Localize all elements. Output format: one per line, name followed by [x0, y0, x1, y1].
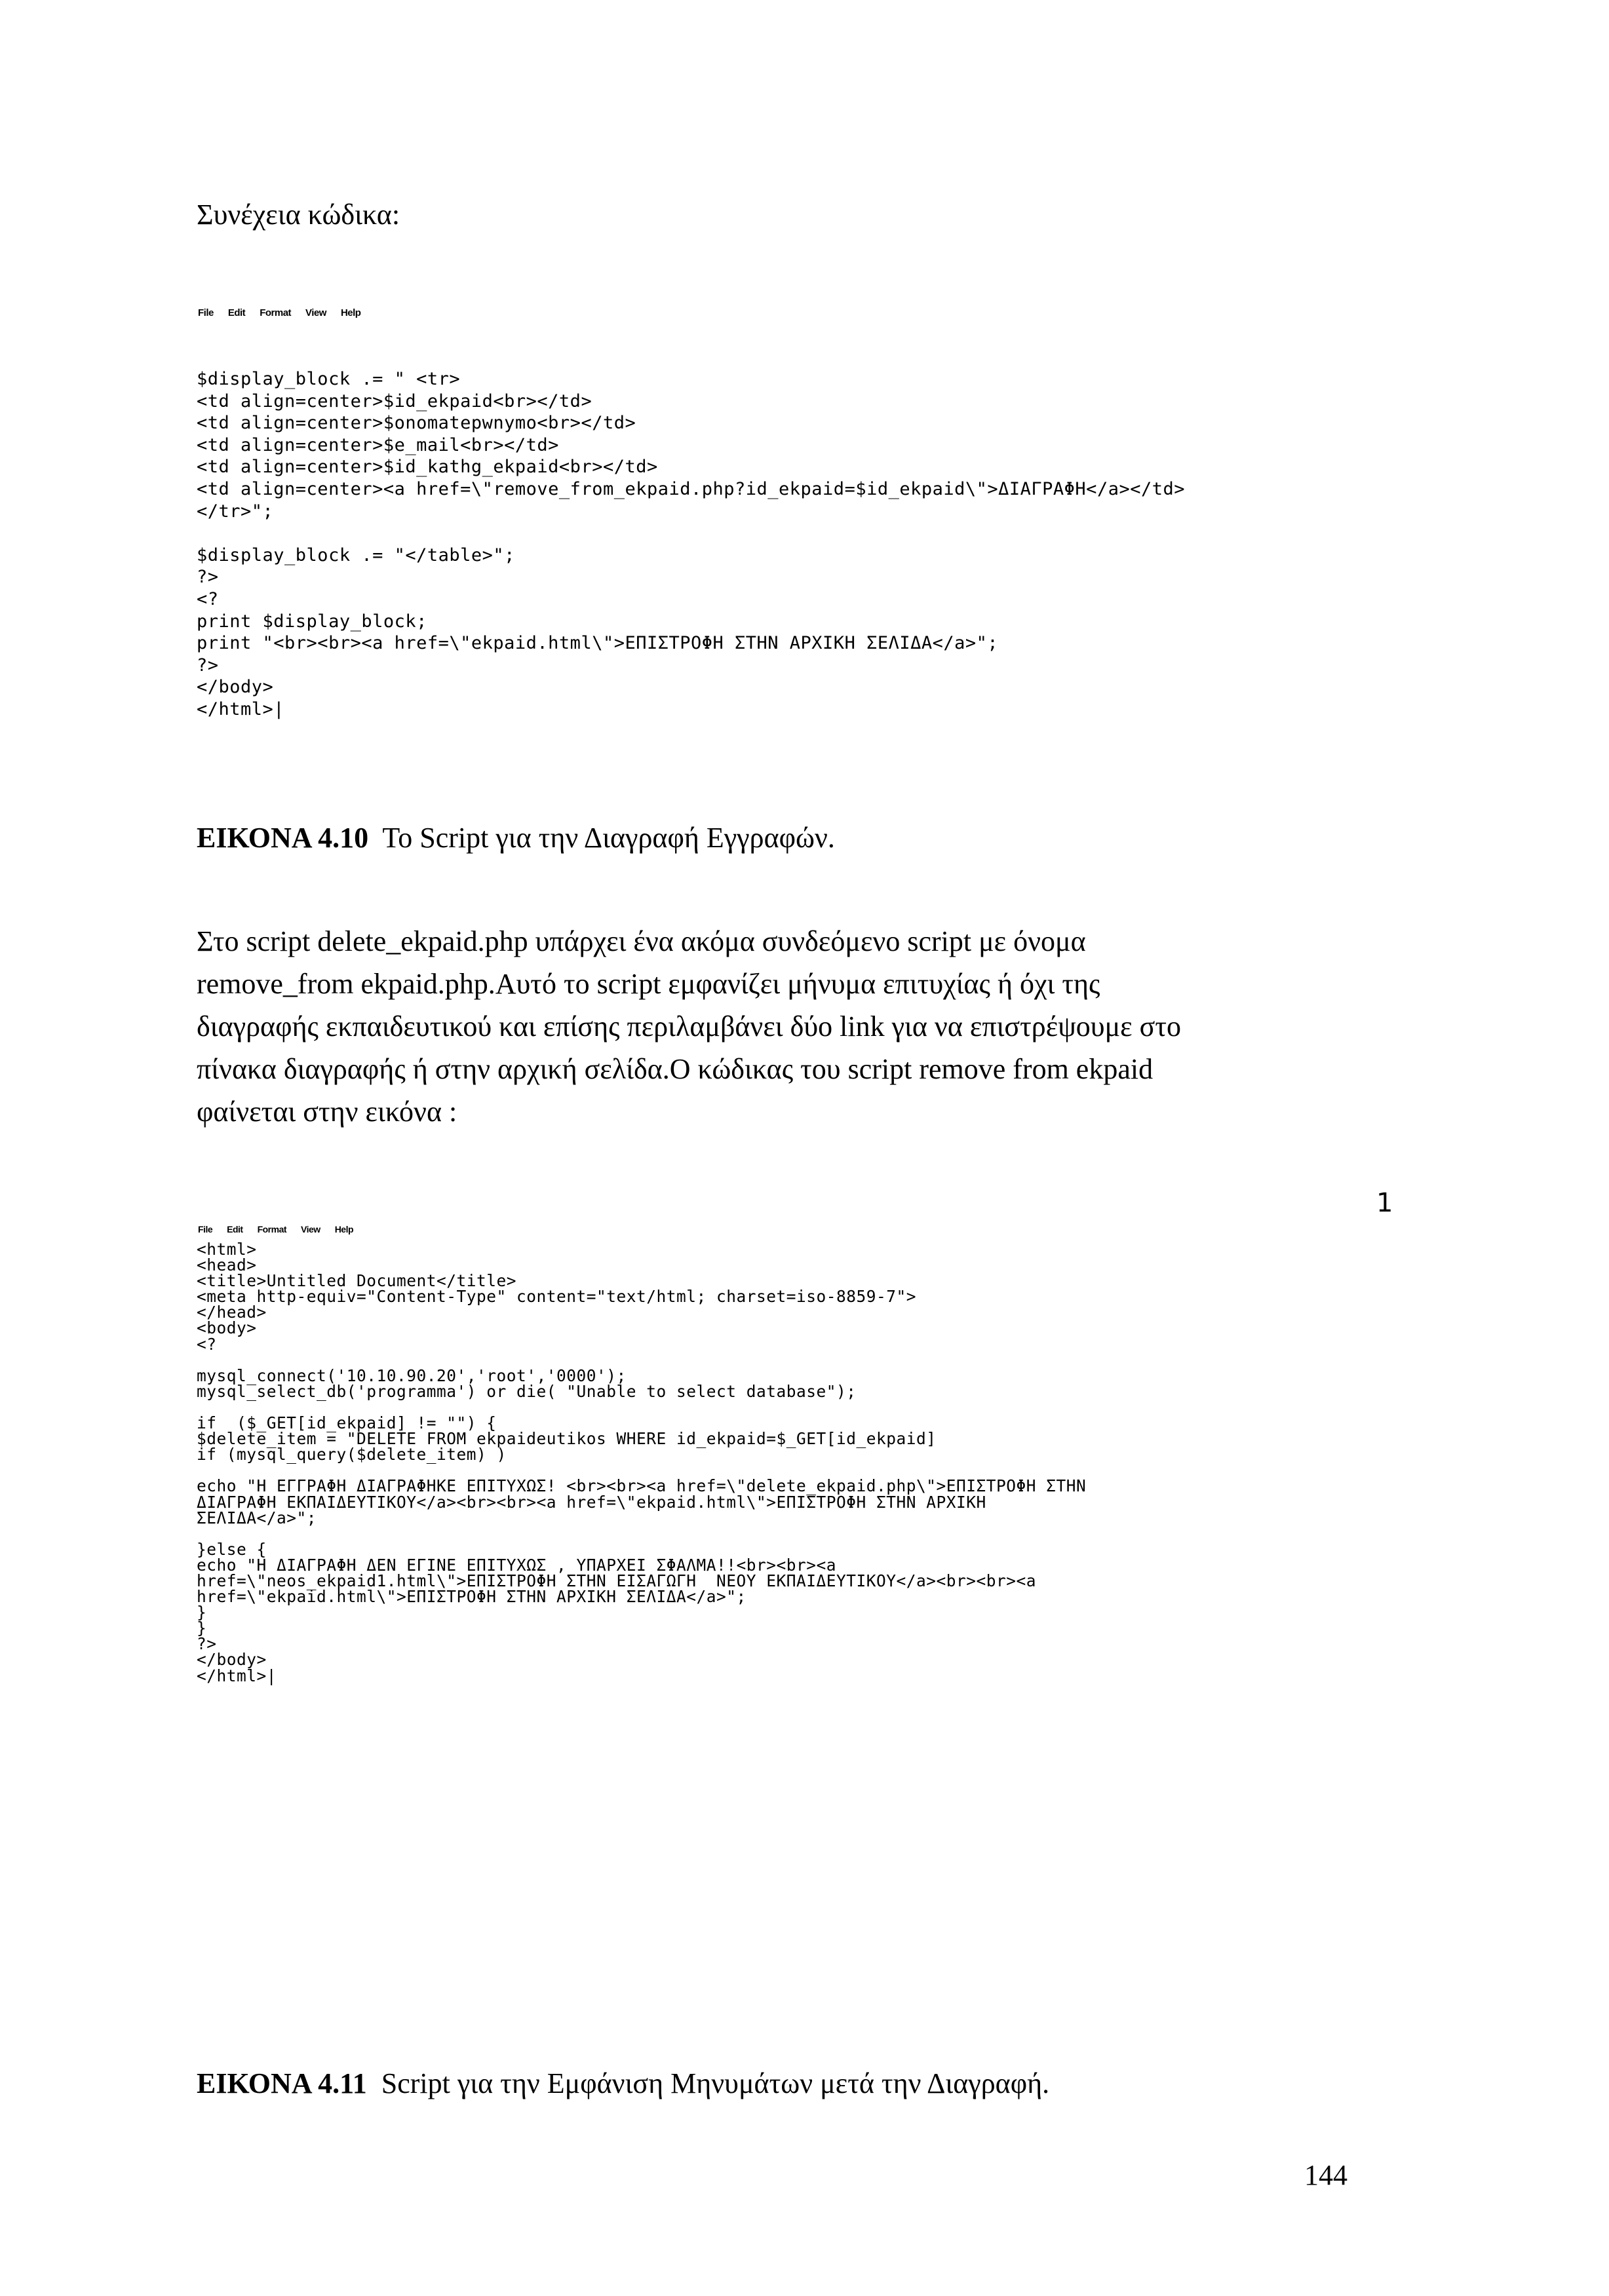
figure-1-caption [197, 824, 835, 852]
paragraph-line: πίνακα διαγραφής ή στην αρχική σελίδα.Ο κώδικας του script remove from ekpaid [197, 1053, 1153, 1085]
menu-edit: Edit [227, 1224, 243, 1234]
figure-1-caption-label: ΕΙΚΟΝΑ 4.10 [197, 822, 369, 854]
menu-format: Format [260, 307, 292, 318]
figure-1-caption-text: Το Script για την Διαγραφή Εγγραφών. [382, 822, 835, 854]
paragraph-line: διαγραφής εκπαιδευτικού και επίσης περιλαμβάνει δύο link για να επιστρέψουμε στο [197, 1010, 1182, 1043]
paragraph-line: remove_from ekpaid.php.Αυτό το script εμφανίζει μήνυμα επιτυχίας ή όχι της [197, 968, 1100, 1000]
menu-help: Help [340, 307, 361, 318]
figure-2-code-listing: <html> <head> <title>Untitled Document</title> <meta http-equiv="Content-Type" content="text/html; charset=iso-8859-7"> </head> <body> <? mysql_connect('10.10.90.20','root','0000'); mysql_select_db('programma') or die( "Unable to select database"); if ($_GET[id_ekpaid] != "") { $delete_item = "DELETE FROM ekpaideutikos WHERE id_ekpaid=$_GET[id_ekpaid] if (mysql_query($delete_item) ) echo "Η ΕΓΓΡΑΦΗ ΔΙΑΓΡΑΦΗΚΕ ΕΠΙΤΥΧΩΣ! <br><br><a href=\"delete_ekpaid.php\">ΕΠΙΣΤΡΟΦΗ ΣΤΗΝ ΔΙΑΓΡΑΦΗ ΕΚΠΑΙΔΕΥΤΙΚΟΥ</a><br><br><a href=\"ekpaid.html\">ΕΠΙΣΤΡΟΦΗ ΣΤΗΝ ΑΡΧΙΚΗ ΣΕΛΙΔΑ</a>"; }else { echo "Η ΔΙΑΓΡΑΦΗ ΔΕΝ ΕΓΙΝΕ ΕΠΙΤΥΧΩΣ , ΥΠΑΡΧΕΙ ΣΦΑΛΜΑ!!<br><br><a href=\"neos_ekpaid1.html\">ΕΠΙΣΤΡΟΦΗ ΣΤΗΝ ΕΙΣΑΓΩΓΗ ΝΕΟΥ ΕΚΠΑΙΔΕΥΤΙΚΟΥ</a><br><br><a href=\"ekpaid.html\">ΕΠΙΣΤΡΟΦΗ ΣΤΗΝ ΑΡΧΙΚΗ ΣΕΛΙΔΑ</a>"; } } ?> </body> </html>| [197, 1240, 1087, 1685]
corner-mark: 1 [1376, 1188, 1393, 1218]
paragraph-line: Στο script delete_ekpaid.php υπάρχει ένα ακόμα συνδεόμενο script με όνομα [197, 925, 1086, 957]
menu-edit: Edit [227, 307, 246, 318]
figure-2-caption-text: Script για την Εμφάνιση Μηνυμάτων μετά την Διαγραφή. [381, 2067, 1050, 2099]
menu-format: Format [257, 1224, 287, 1234]
page-number: 144 [1304, 2159, 1347, 2191]
figure-1-menubar [198, 307, 360, 318]
paragraph-line: φαίνεται στην εικόνα : [197, 1096, 457, 1128]
menu-file: File [198, 1224, 213, 1234]
body-paragraph [197, 920, 1363, 1133]
section-heading: Συνέχεια κώδικα: [197, 199, 400, 231]
menu-view: View [301, 1224, 320, 1234]
menu-help: Help [334, 1224, 354, 1234]
menu-view: View [305, 307, 326, 318]
figure-2-caption [197, 2069, 1049, 2098]
figure-2-caption-label: ΕΙΚΟΝΑ 4.11 [197, 2067, 367, 2099]
figure-1-code-listing: $display_block .= " <tr> <td align=center>$id_ekpaid<br></td> <td align=center>$onomatepwnymo<br></td> <td align=center>$e_mail<br></td> <td align=center>$id_kathg_ekpaid<br></td> <td align=center><a href=\"remove_from_ekpaid.php?id_ekpaid=$id_ekpaid\">ΔΙΑΓΡΑΦΗ</a></td> </tr>"; $display_block .= "</table>"; ?> <? print $display_block; print "<br><br><a href=\"ekpaid.html\">ΕΠΙΣΤΡΟΦΗ ΣΤΗΝ ΑΡΧΙΚΗ ΣΕΛΙΔΑ</a>"; ?> </body> </html>| [197, 369, 1185, 719]
figure-2-menubar [198, 1224, 353, 1234]
menu-file: File [198, 307, 214, 318]
